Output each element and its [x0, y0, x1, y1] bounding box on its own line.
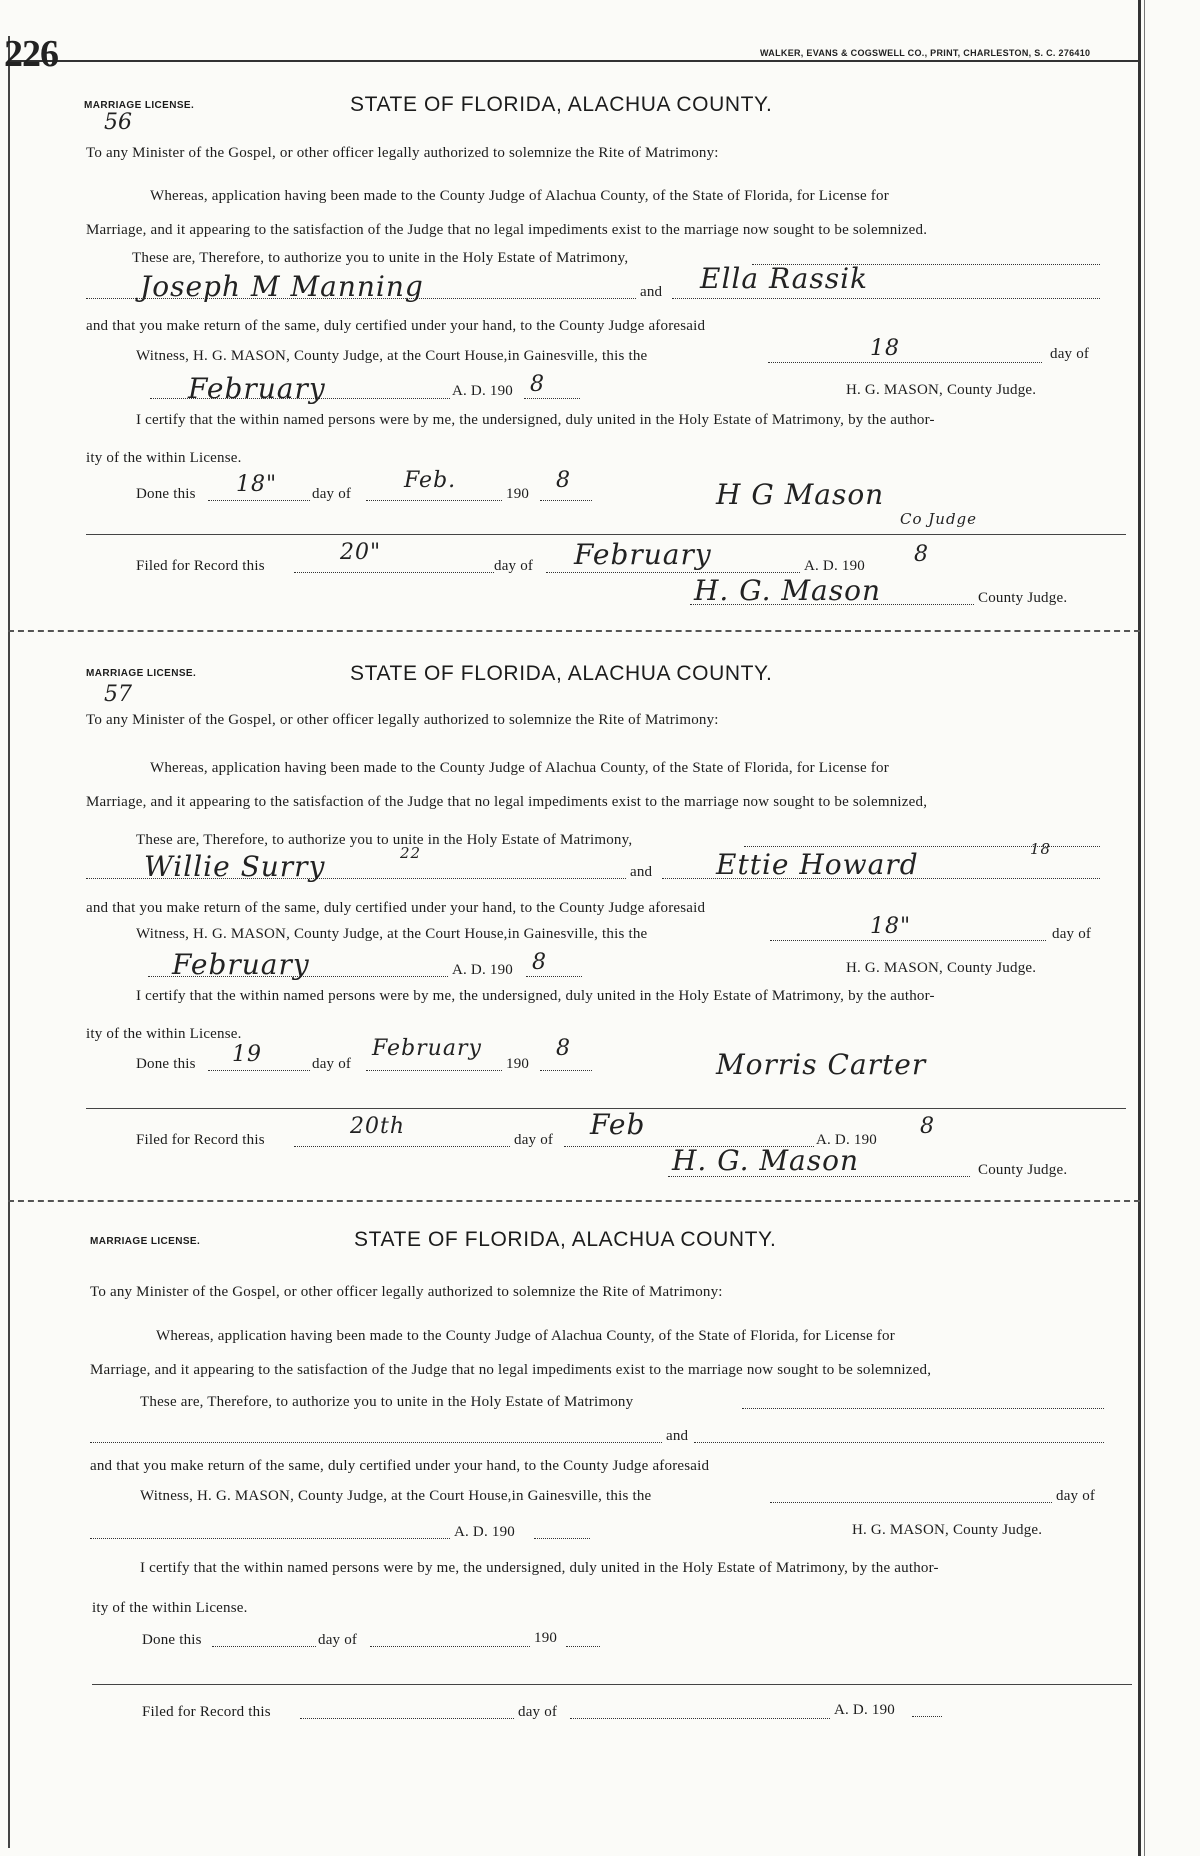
certify-line-1: I certify that the within named persons were by me, the undersigned, duly united in the Holy Estate of Matrimony, by the author-	[140, 1560, 939, 1576]
done-year-fill	[540, 500, 592, 501]
whereas-line-2: Marriage, and it appearing to the satisfaction of the Judge that no legal impediments exist to the marriage now sought to be solemnized,	[90, 1362, 932, 1378]
address-line: To any Minister of the Gospel, or other officer legally authorized to solemnize the Rite of Matrimony:	[90, 1284, 723, 1300]
filed-label: Filed for Record this	[142, 1704, 271, 1720]
done-rule	[92, 1684, 1132, 1685]
done-month: Feb.	[404, 468, 457, 493]
witness-month-fill	[150, 398, 450, 399]
done-year: 8	[556, 468, 571, 493]
done-day-fill	[208, 1070, 310, 1071]
filed-day: 20th	[350, 1114, 406, 1139]
done-year-label: 190	[506, 1056, 530, 1072]
witness-day-fill	[770, 1502, 1052, 1503]
officiant-title: Co Judge	[900, 510, 978, 528]
witness-line: Witness, H. G. MASON, County Judge, at the Court House,in Gainesville, this the	[136, 926, 648, 942]
and-label: and	[630, 864, 653, 880]
bride-fill	[672, 298, 1100, 299]
filed-ad-label: A. D. 190	[834, 1702, 895, 1718]
groom-name: Willie Surry	[144, 850, 326, 883]
filed-year-fill	[912, 1716, 942, 1717]
marriage-license-label: MARRIAGE LICENSE.	[90, 1236, 201, 1247]
done-day: 18"	[236, 472, 278, 497]
filed-year: 8	[920, 1114, 935, 1139]
return-line: and that you make return of the same, duly certified under your hand, to the County Judge aforesaid	[86, 318, 706, 334]
witness-year-fill	[534, 1538, 590, 1539]
filed-day-fill	[300, 1718, 514, 1719]
certify-line-1: I certify that the within named persons were by me, the undersigned, duly united in the Holy Estate of Matrimony, by the author-	[136, 412, 935, 428]
witness-day: 18"	[870, 914, 912, 939]
filed-year: 8	[914, 542, 929, 567]
judge-label: H. G. MASON, County Judge.	[846, 960, 1037, 976]
filed-label: Filed for Record this	[136, 558, 265, 574]
filed-month-fill	[570, 1718, 830, 1719]
done-year-fill	[566, 1646, 600, 1647]
license-number: 56	[104, 110, 132, 135]
whereas-line-1: Whereas, application having been made to the County Judge of Alachua County, of the State of Florida, for License for	[150, 760, 889, 776]
done-year-fill	[540, 1070, 592, 1071]
bride-age: 18	[1030, 840, 1052, 858]
marriage-license-label: MARRIAGE LICENSE.	[84, 100, 195, 111]
state-heading: STATE OF FLORIDA, ALACHUA COUNTY.	[350, 93, 773, 116]
filed-day-fill	[294, 1146, 510, 1147]
filed-ad-label: A. D. 190	[816, 1132, 877, 1148]
authorize-line: These are, Therefore, to authorize you to unite in the Holy Estate of Matrimony,	[132, 250, 629, 266]
ad-label: A. D. 190	[452, 962, 513, 978]
witness-year: 8	[530, 372, 545, 397]
witness-month-fill	[148, 976, 448, 977]
done-month-fill	[366, 1070, 502, 1071]
filed-signature: H. G. Mason	[672, 1144, 860, 1177]
officiant-signature: H G Mason	[716, 478, 885, 511]
section-divider	[8, 1200, 1140, 1202]
day-of-label: day of	[1050, 346, 1090, 362]
ad-label: A. D. 190	[454, 1524, 515, 1540]
right-border-inner	[1144, 0, 1145, 1856]
witness-line: Witness, H. G. MASON, County Judge, at the Court House,in Gainesville, this the	[136, 348, 648, 364]
marriage-license-label: MARRIAGE LICENSE.	[86, 668, 197, 679]
witness-day-fill	[768, 362, 1042, 363]
day-of-label: day of	[1056, 1488, 1096, 1504]
witness-day: 18	[870, 336, 900, 361]
certify-line-2: ity of the within License.	[86, 1026, 242, 1042]
filed-signature-fill	[690, 604, 974, 605]
filed-day-of-label: day of	[494, 558, 534, 574]
witness-line: Witness, H. G. MASON, County Judge, at the Court House,in Gainesville, this the	[140, 1488, 652, 1504]
done-day-of-label: day of	[318, 1632, 358, 1648]
section-divider	[8, 630, 1140, 632]
and-label: and	[666, 1428, 689, 1444]
return-line: and that you make return of the same, duly certified under your hand, to the County Judge aforesaid	[90, 1458, 710, 1474]
authorize-fill	[742, 1408, 1104, 1409]
state-heading: STATE OF FLORIDA, ALACHUA COUNTY.	[350, 662, 773, 685]
groom-fill	[90, 1442, 662, 1443]
filed-signature-fill	[668, 1176, 970, 1177]
filed-day-of-label: day of	[518, 1704, 558, 1720]
done-label: Done this	[142, 1632, 202, 1648]
county-judge-label: County Judge.	[978, 1162, 1068, 1178]
officiant-signature: Morris Carter	[716, 1048, 927, 1081]
witness-month: February	[172, 948, 310, 981]
filed-month-fill	[546, 572, 800, 573]
filed-ad-label: A. D. 190	[804, 558, 865, 574]
done-day-of-label: day of	[312, 486, 352, 502]
done-day-fill	[208, 500, 310, 501]
page-number: 226	[4, 33, 58, 75]
groom-name: Joseph M Manning	[140, 270, 424, 303]
address-line: To any Minister of the Gospel, or other officer legally authorized to solemnize the Rite of Matrimony:	[86, 145, 719, 161]
authorize-line: These are, Therefore, to authorize you to unite in the Holy Estate of Matrimony	[140, 1394, 634, 1410]
state-heading: STATE OF FLORIDA, ALACHUA COUNTY.	[354, 1228, 777, 1251]
ad-label: A. D. 190	[452, 383, 513, 399]
witness-day-fill	[770, 940, 1046, 941]
filed-signature: H. G. Mason	[694, 574, 882, 607]
return-line: and that you make return of the same, duly certified under your hand, to the County Judge aforesaid	[86, 900, 706, 916]
top-rule	[8, 60, 1140, 62]
judge-label: H. G. MASON, County Judge.	[852, 1522, 1043, 1538]
whereas-line-2: Marriage, and it appearing to the satisfaction of the Judge that no legal impediments exist to the marriage now sought to be solemnized.	[86, 222, 928, 238]
done-month-fill	[366, 500, 502, 501]
filed-month: February	[574, 538, 712, 571]
bride-fill	[694, 1442, 1104, 1443]
right-border	[1138, 0, 1141, 1856]
done-label: Done this	[136, 486, 196, 502]
done-year-label: 190	[534, 1630, 558, 1646]
witness-year: 8	[532, 950, 547, 975]
filed-label: Filed for Record this	[136, 1132, 265, 1148]
certify-line-2: ity of the within License.	[86, 450, 242, 466]
printer-imprint: WALKER, EVANS & COGSWELL CO., PRINT, CHARLESTON, S. C. 276410	[760, 48, 1091, 58]
bride-name: Ella Rassik	[700, 262, 869, 295]
county-judge-label: County Judge.	[978, 590, 1068, 606]
witness-year-fill	[526, 976, 582, 977]
judge-label: H. G. MASON, County Judge.	[846, 382, 1037, 398]
done-day-fill	[212, 1646, 316, 1647]
witness-month: February	[188, 372, 326, 405]
whereas-line-1: Whereas, application having been made to the County Judge of Alachua County, of the State of Florida, for License for	[156, 1328, 895, 1344]
whereas-line-1: Whereas, application having been made to the County Judge of Alachua County, of the State of Florida, for License for	[150, 188, 889, 204]
bride-fill	[662, 878, 1100, 879]
certify-line-2: ity of the within License.	[92, 1600, 248, 1616]
left-border	[8, 36, 10, 1848]
filed-day: 20"	[340, 540, 382, 565]
groom-age: 22	[400, 844, 422, 862]
done-month-fill	[370, 1646, 530, 1647]
groom-fill	[86, 878, 626, 879]
groom-fill	[86, 298, 636, 299]
witness-month-fill	[90, 1538, 450, 1539]
done-year-label: 190	[506, 486, 530, 502]
done-rule	[86, 534, 1126, 535]
witness-year-fill	[524, 398, 580, 399]
filed-day-fill	[294, 572, 494, 573]
done-day: 19	[232, 1042, 262, 1067]
done-day-of-label: day of	[312, 1056, 352, 1072]
authorize-line: These are, Therefore, to authorize you to unite in the Holy Estate of Matrimony,	[136, 832, 633, 848]
filed-month: Feb	[590, 1108, 646, 1141]
day-of-label: day of	[1052, 926, 1092, 942]
filed-day-of-label: day of	[514, 1132, 554, 1148]
done-year: 8	[556, 1036, 571, 1061]
and-label: and	[640, 284, 663, 300]
done-label: Done this	[136, 1056, 196, 1072]
certify-line-1: I certify that the within named persons were by me, the undersigned, duly united in the Holy Estate of Matrimony, by the author-	[136, 988, 935, 1004]
license-number: 57	[104, 682, 132, 707]
whereas-line-2: Marriage, and it appearing to the satisfaction of the Judge that no legal impediments exist to the marriage now sought to be solemnized,	[86, 794, 928, 810]
done-month: February	[372, 1036, 482, 1061]
bride-name: Ettie Howard	[716, 848, 919, 881]
address-line: To any Minister of the Gospel, or other officer legally authorized to solemnize the Rite of Matrimony:	[86, 712, 719, 728]
